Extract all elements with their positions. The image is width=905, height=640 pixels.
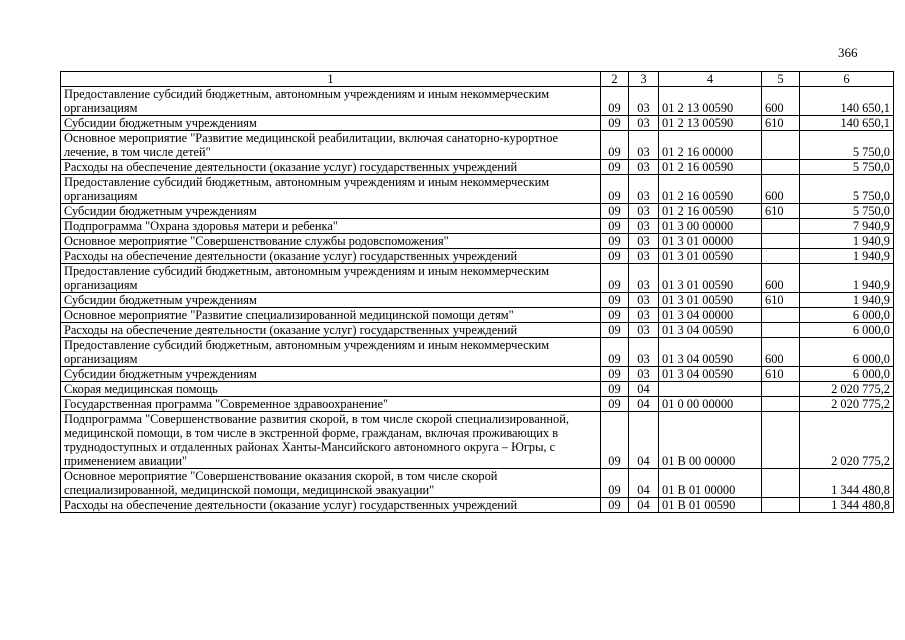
row-section: 09 bbox=[601, 323, 629, 338]
row-amount: 1 940,9 bbox=[800, 293, 894, 308]
row-subsection: 03 bbox=[629, 323, 659, 338]
row-section: 09 bbox=[601, 469, 629, 498]
column-header: 2 bbox=[601, 72, 629, 87]
row-target-code: 01 В 01 00000 bbox=[659, 469, 762, 498]
table-row bbox=[61, 308, 894, 323]
row-target-code: 01 3 01 00590 bbox=[659, 264, 762, 293]
row-subsection: 04 bbox=[629, 498, 659, 513]
table-row bbox=[61, 498, 894, 513]
row-expense-type bbox=[762, 219, 800, 234]
row-expense-type bbox=[762, 382, 800, 397]
row-section: 09 bbox=[601, 308, 629, 323]
row-expense-type bbox=[762, 234, 800, 249]
row-expense-type: 600 bbox=[762, 175, 800, 204]
row-amount: 2 020 775,2 bbox=[800, 397, 894, 412]
row-name: Субсидии бюджетным учреждениям bbox=[61, 116, 601, 131]
row-subsection: 03 bbox=[629, 116, 659, 131]
row-section: 09 bbox=[601, 204, 629, 219]
row-amount: 5 750,0 bbox=[800, 160, 894, 175]
row-target-code: 01 В 00 00000 bbox=[659, 412, 762, 469]
table-row bbox=[61, 87, 894, 116]
row-amount: 6 000,0 bbox=[800, 308, 894, 323]
row-expense-type bbox=[762, 308, 800, 323]
row-target-code: 01 3 04 00000 bbox=[659, 308, 762, 323]
row-subsection: 03 bbox=[629, 160, 659, 175]
row-amount: 6 000,0 bbox=[800, 367, 894, 382]
column-header: 1 bbox=[61, 72, 601, 87]
row-expense-type bbox=[762, 160, 800, 175]
row-expense-type: 600 bbox=[762, 264, 800, 293]
table-row bbox=[61, 367, 894, 382]
column-header: 4 bbox=[659, 72, 762, 87]
row-amount: 5 750,0 bbox=[800, 131, 894, 160]
table-row bbox=[61, 397, 894, 412]
row-target-code: 01 2 16 00590 bbox=[659, 175, 762, 204]
row-section: 09 bbox=[601, 87, 629, 116]
row-name: Основное мероприятие "Совершенствование оказания скорой, в том числе скорой специализированной, медицинской помощи, медицинской эвакуации" bbox=[61, 469, 601, 498]
row-name: Субсидии бюджетным учреждениям bbox=[61, 293, 601, 308]
row-name: Субсидии бюджетным учреждениям bbox=[61, 204, 601, 219]
row-name: Предоставление субсидий бюджетным, автономным учреждениям и иным некоммерческим организациям bbox=[61, 338, 601, 367]
row-name: Расходы на обеспечение деятельности (оказание услуг) государственных учреждений bbox=[61, 323, 601, 338]
row-section: 09 bbox=[601, 382, 629, 397]
row-amount: 6 000,0 bbox=[800, 338, 894, 367]
row-subsection: 03 bbox=[629, 131, 659, 160]
row-target-code: 01 3 04 00590 bbox=[659, 323, 762, 338]
budget-table bbox=[60, 71, 894, 513]
row-subsection: 03 bbox=[629, 175, 659, 204]
row-target-code: 01 3 04 00590 bbox=[659, 338, 762, 367]
row-target-code: 01 3 01 00000 bbox=[659, 234, 762, 249]
table-row bbox=[61, 234, 894, 249]
row-section: 09 bbox=[601, 412, 629, 469]
table-row bbox=[61, 264, 894, 293]
row-expense-type: 610 bbox=[762, 204, 800, 219]
row-subsection: 04 bbox=[629, 412, 659, 469]
row-section: 09 bbox=[601, 116, 629, 131]
row-expense-type bbox=[762, 469, 800, 498]
row-target-code: 01 0 00 00000 bbox=[659, 397, 762, 412]
row-expense-type: 600 bbox=[762, 87, 800, 116]
row-target-code: 01 В 01 00590 bbox=[659, 498, 762, 513]
row-expense-type bbox=[762, 131, 800, 160]
row-target-code: 01 2 13 00590 bbox=[659, 87, 762, 116]
row-amount: 1 940,9 bbox=[800, 249, 894, 264]
row-amount: 1 940,9 bbox=[800, 264, 894, 293]
column-header: 5 bbox=[762, 72, 800, 87]
row-subsection: 03 bbox=[629, 338, 659, 367]
row-name: Предоставление субсидий бюджетным, автономным учреждениям и иным некоммерческим организациям bbox=[61, 87, 601, 116]
table-row bbox=[61, 131, 894, 160]
row-name: Предоставление субсидий бюджетным, автономным учреждениям и иным некоммерческим организациям bbox=[61, 264, 601, 293]
row-expense-type bbox=[762, 249, 800, 264]
row-section: 09 bbox=[601, 219, 629, 234]
row-expense-type bbox=[762, 498, 800, 513]
table-row bbox=[61, 293, 894, 308]
row-amount: 5 750,0 bbox=[800, 175, 894, 204]
row-amount: 2 020 775,2 bbox=[800, 382, 894, 397]
row-amount: 5 750,0 bbox=[800, 204, 894, 219]
column-header: 3 bbox=[629, 72, 659, 87]
row-subsection: 03 bbox=[629, 249, 659, 264]
row-name: Государственная программа "Современное здравоохранение" bbox=[61, 397, 601, 412]
row-target-code: 01 2 16 00590 bbox=[659, 160, 762, 175]
row-amount: 140 650,1 bbox=[800, 87, 894, 116]
table-row bbox=[61, 175, 894, 204]
row-name: Основное мероприятие "Совершенствование службы родовспоможения" bbox=[61, 234, 601, 249]
row-subsection: 03 bbox=[629, 234, 659, 249]
row-subsection: 04 bbox=[629, 382, 659, 397]
row-section: 09 bbox=[601, 338, 629, 367]
row-name: Основное мероприятие "Развитие специализированной медицинской помощи детям" bbox=[61, 308, 601, 323]
row-name: Расходы на обеспечение деятельности (оказание услуг) государственных учреждений bbox=[61, 249, 601, 264]
row-amount: 1 344 480,8 bbox=[800, 469, 894, 498]
row-amount: 1 940,9 bbox=[800, 234, 894, 249]
row-expense-type: 610 bbox=[762, 293, 800, 308]
row-section: 09 bbox=[601, 234, 629, 249]
row-section: 09 bbox=[601, 293, 629, 308]
row-target-code: 01 3 01 00590 bbox=[659, 249, 762, 264]
row-target-code: 01 2 13 00590 bbox=[659, 116, 762, 131]
row-amount: 2 020 775,2 bbox=[800, 412, 894, 469]
row-subsection: 03 bbox=[629, 204, 659, 219]
row-target-code: 01 2 16 00000 bbox=[659, 131, 762, 160]
row-expense-type bbox=[762, 412, 800, 469]
row-amount: 6 000,0 bbox=[800, 323, 894, 338]
table-row bbox=[61, 160, 894, 175]
row-section: 09 bbox=[601, 498, 629, 513]
table-row bbox=[61, 219, 894, 234]
row-subsection: 03 bbox=[629, 367, 659, 382]
row-section: 09 bbox=[601, 264, 629, 293]
table-row bbox=[61, 204, 894, 219]
row-amount: 7 940,9 bbox=[800, 219, 894, 234]
column-header: 6 bbox=[800, 72, 894, 87]
row-expense-type bbox=[762, 323, 800, 338]
row-target-code: 01 3 01 00590 bbox=[659, 293, 762, 308]
table-row bbox=[61, 323, 894, 338]
row-name: Подпрограмма "Охрана здоровья матери и ребенка" bbox=[61, 219, 601, 234]
row-subsection: 03 bbox=[629, 219, 659, 234]
row-section: 09 bbox=[601, 131, 629, 160]
row-name: Субсидии бюджетным учреждениям bbox=[61, 367, 601, 382]
row-subsection: 04 bbox=[629, 397, 659, 412]
row-amount: 140 650,1 bbox=[800, 116, 894, 131]
row-section: 09 bbox=[601, 175, 629, 204]
row-section: 09 bbox=[601, 367, 629, 382]
row-expense-type bbox=[762, 397, 800, 412]
row-section: 09 bbox=[601, 249, 629, 264]
row-subsection: 03 bbox=[629, 87, 659, 116]
row-target-code bbox=[659, 382, 762, 397]
row-target-code: 01 2 16 00590 bbox=[659, 204, 762, 219]
table-row bbox=[61, 412, 894, 469]
table-header-row bbox=[61, 72, 894, 87]
row-subsection: 03 bbox=[629, 264, 659, 293]
row-subsection: 03 bbox=[629, 308, 659, 323]
table-row bbox=[61, 469, 894, 498]
row-subsection: 03 bbox=[629, 293, 659, 308]
row-name: Расходы на обеспечение деятельности (оказание услуг) государственных учреждений bbox=[61, 498, 601, 513]
row-expense-type: 610 bbox=[762, 116, 800, 131]
table-row bbox=[61, 338, 894, 367]
row-expense-type: 610 bbox=[762, 367, 800, 382]
page-number: 366 bbox=[838, 45, 858, 60]
row-name: Предоставление субсидий бюджетным, автономным учреждениям и иным некоммерческим организациям bbox=[61, 175, 601, 204]
row-section: 09 bbox=[601, 397, 629, 412]
table-row bbox=[61, 382, 894, 397]
row-subsection: 04 bbox=[629, 469, 659, 498]
row-name: Подпрограмма "Совершенствование развития скорой, в том числе скорой специализированной, медицинской помощи, в том числе в экстренной форме, гражданам, включая проживающих в труднодоступных и отдаленных районах Ханты-Мансийского автономного округа – Югры, с применением авиации" bbox=[61, 412, 601, 469]
row-expense-type: 600 bbox=[762, 338, 800, 367]
row-target-code: 01 3 04 00590 bbox=[659, 367, 762, 382]
table-row bbox=[61, 249, 894, 264]
row-name: Скорая медицинская помощь bbox=[61, 382, 601, 397]
row-amount: 1 344 480,8 bbox=[800, 498, 894, 513]
table-row bbox=[61, 116, 894, 131]
row-name: Основное мероприятие "Развитие медицинской реабилитации, включая санаторно-курортное лечение, в том числе детей" bbox=[61, 131, 601, 160]
row-name: Расходы на обеспечение деятельности (оказание услуг) государственных учреждений bbox=[61, 160, 601, 175]
row-section: 09 bbox=[601, 160, 629, 175]
row-target-code: 01 3 00 00000 bbox=[659, 219, 762, 234]
